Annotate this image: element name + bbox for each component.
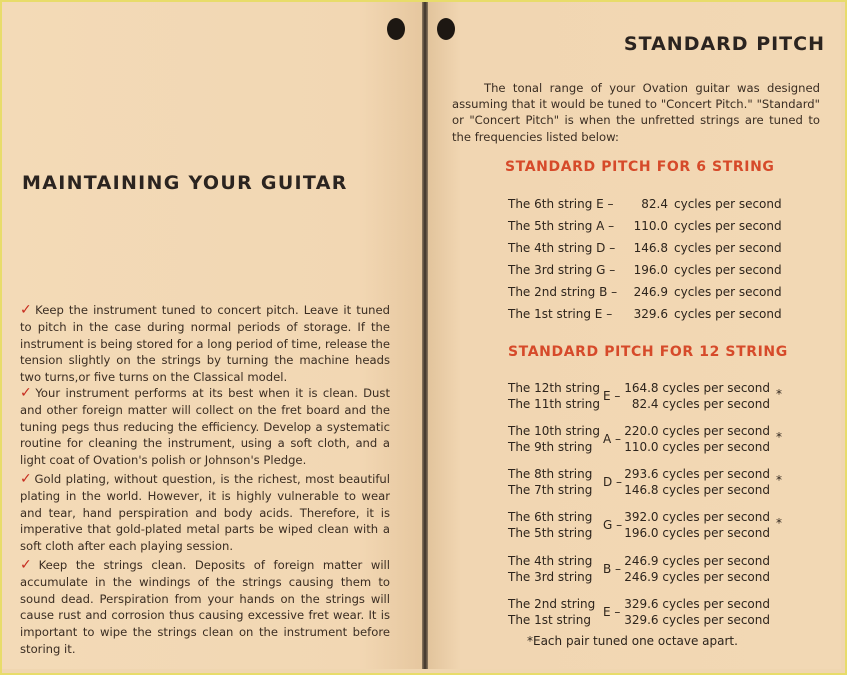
six-string-row bbox=[508, 219, 782, 233]
note-letter: B – bbox=[603, 562, 622, 576]
string-label: The 1st string E – bbox=[508, 307, 613, 321]
note-letter: D – bbox=[603, 475, 623, 489]
frequency-value: 146.8 bbox=[633, 241, 668, 255]
frequency-value: 246.9 cycles per second bbox=[624, 570, 770, 584]
frequency-value: 293.6 cycles per second bbox=[624, 467, 770, 481]
red-check-icon: ✓ bbox=[20, 302, 34, 318]
string-label: The 8th string bbox=[508, 467, 593, 481]
pitch-intro-paragraph: The tonal range of your Ovation guitar was designed assuming that it would be tuned to "Concert Pitch." "Standard" or "Concert Pitch" is when the unfretted strings are tuned to the frequencies listed below: bbox=[452, 81, 820, 144]
care-paragraph-gold-plating: ✓ Gold plating, without question, is the richest, most beautiful plating in the world. However, it is highly vulnerable to wear and tear, hand perspiration and body acids. Therefore, it is imperative that gold-plated metal parts be wiped clean with a soft cloth after each playing session. bbox=[20, 471, 390, 554]
care-paragraph-strings: ✓ Keep the strings clean. Deposits of foreign matter will accumulate in the windings of the strings causing them to sound dead. Perspiration from your hands on the strings will cause rust and corrosion thus causing excessive fret wear. It is important to wipe the strings clean on the instrument before storing it. bbox=[20, 557, 390, 656]
string-label: The 2nd string bbox=[508, 597, 596, 611]
string-label: The 2nd string B – bbox=[508, 285, 618, 299]
note-letter: E – bbox=[603, 389, 621, 403]
string-label: The 12th string bbox=[508, 381, 600, 395]
frequency-value: 329.6 cycles per second bbox=[624, 597, 770, 611]
frequency-value: 82.4 cycles per second bbox=[631, 397, 770, 411]
six-string-row bbox=[508, 241, 782, 255]
octave-asterisk: * bbox=[776, 516, 782, 530]
six-string-row bbox=[508, 197, 782, 211]
frequency-value: 196.0 cycles per second bbox=[624, 526, 770, 540]
octave-asterisk: * bbox=[776, 430, 782, 444]
six-string-row bbox=[508, 307, 782, 321]
string-label: The 10th string bbox=[508, 424, 600, 438]
punch-hole-left bbox=[387, 18, 405, 40]
note-letter: E – bbox=[603, 605, 621, 619]
frequency-value: 329.6 cycles per second bbox=[624, 613, 770, 627]
frequency-value: 82.4 bbox=[641, 197, 668, 211]
frequency-unit: cycles per second bbox=[674, 307, 782, 321]
frequency-value: 146.8 cycles per second bbox=[624, 483, 770, 497]
care-paragraph-tuning: ✓ Keep the instrument tuned to concert pitch. Leave it tuned to pitch in the case during normal periods of storage. If the instrument is being stored for a long period of time, release the tension slightly on the strings by turning the machine heads two turns,or five turns on the Classical model. bbox=[20, 302, 391, 385]
frequency-unit: cycles per second bbox=[674, 241, 782, 255]
string-label: The 6th string bbox=[508, 510, 593, 524]
string-label: The 3rd string G – bbox=[508, 263, 616, 277]
frequency-value: 164.8 cycles per second bbox=[624, 381, 770, 395]
six-string-heading: STANDARD PITCH FOR 6 STRING bbox=[505, 159, 775, 175]
string-label: The 1st string bbox=[508, 613, 591, 627]
care-paragraph-cleaning: ✓ Your instrument performs at its best when it is clean. Dust and other foreign matter will collect on the fret board and the tuning pegs thus reducing the efficiency. Develop a systematic routine for cleaning the instrument, using a soft cloth, and a light coat of Ovation's polish or Johnson's Pledge. bbox=[20, 385, 390, 468]
frequency-value: 246.9 bbox=[633, 285, 668, 299]
twelve-string-pair bbox=[508, 424, 788, 458]
string-label: The 9th string bbox=[508, 440, 593, 454]
six-string-row bbox=[508, 285, 782, 299]
string-label: The 11th string bbox=[508, 397, 600, 411]
string-label: The 6th string E – bbox=[508, 197, 614, 211]
twelve-string-pair bbox=[508, 554, 788, 588]
frequency-unit: cycles per second bbox=[674, 285, 782, 299]
string-label: The 5th string bbox=[508, 526, 593, 540]
six-string-row bbox=[508, 263, 782, 277]
string-label: The 4th string D – bbox=[508, 241, 616, 255]
twelve-string-pair bbox=[508, 381, 788, 415]
octave-asterisk: * bbox=[776, 387, 782, 401]
string-label: The 4th string bbox=[508, 554, 593, 568]
octave-asterisk: * bbox=[776, 473, 782, 487]
octave-footnote: *Each pair tuned one octave apart. bbox=[527, 634, 738, 648]
note-letter: G – bbox=[603, 518, 623, 532]
twelve-string-pair bbox=[508, 597, 788, 631]
frequency-unit: cycles per second bbox=[674, 263, 782, 277]
string-label: The 3rd string bbox=[508, 570, 593, 584]
red-check-icon: ✓ bbox=[20, 385, 34, 401]
frequency-value: 110.0 bbox=[633, 219, 668, 233]
frequency-value: 329.6 bbox=[633, 307, 668, 321]
twelve-string-heading: STANDARD PITCH FOR 12 STRING bbox=[508, 344, 788, 360]
frequency-value: 392.0 cycles per second bbox=[624, 510, 770, 524]
twelve-string-pair bbox=[508, 467, 788, 501]
left-page-title: MAINTAINING YOUR GUITAR bbox=[22, 172, 348, 194]
twelve-string-pair bbox=[508, 510, 788, 544]
note-letter: A – bbox=[603, 432, 622, 446]
frequency-unit: cycles per second bbox=[674, 219, 782, 233]
frequency-value: 246.9 cycles per second bbox=[624, 554, 770, 568]
frequency-unit: cycles per second bbox=[674, 197, 782, 211]
string-label: The 7th string bbox=[508, 483, 593, 497]
frequency-value: 196.0 bbox=[633, 263, 668, 277]
frequency-value: 110.0 cycles per second bbox=[624, 440, 770, 454]
right-page-title: STANDARD PITCH bbox=[623, 33, 825, 55]
string-label: The 5th string A – bbox=[508, 219, 615, 233]
punch-hole-right bbox=[437, 18, 455, 40]
red-check-icon: ✓ bbox=[20, 471, 33, 487]
frequency-value: 220.0 cycles per second bbox=[624, 424, 770, 438]
red-check-icon: ✓ bbox=[20, 557, 37, 573]
